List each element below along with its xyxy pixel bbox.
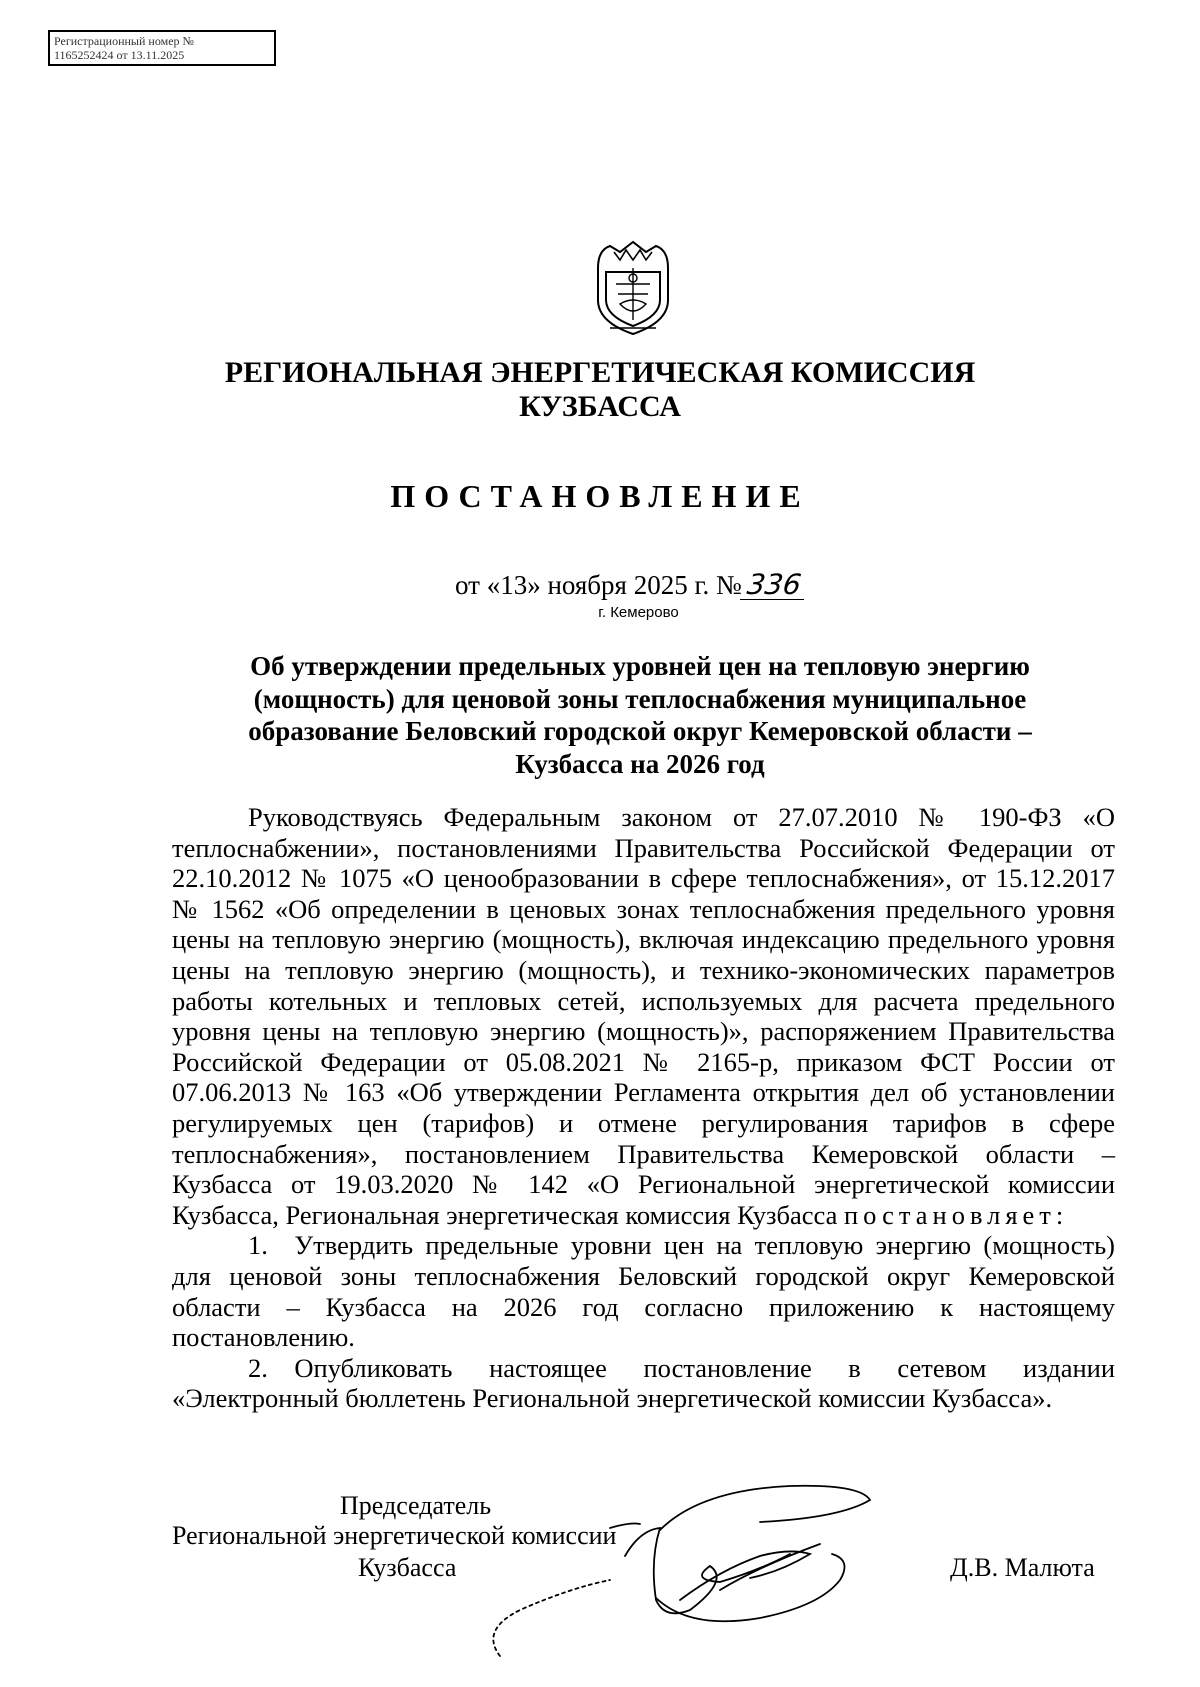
org-name-line2: КУЗБАССА: [519, 390, 681, 423]
signatory-name: Д.В. Малюта: [950, 1553, 1095, 1582]
coat-of-arms-icon: [590, 238, 676, 338]
city-label: г. Кемерово: [598, 604, 679, 621]
decree-word: постановляет:: [844, 1199, 1069, 1230]
item-2-paragraph: 2. Опубликовать настоящее постановление в сетевом издании «Электронный бюллетень Региональной энергетической комиссии Кузбасса».: [172, 1352, 1115, 1414]
signatory-title-line3: Кузбасса: [358, 1553, 457, 1582]
document-title: [200, 650, 1080, 780]
title-line: образование Беловский городской округ Кемеровской области –: [248, 716, 1032, 746]
title-line: (мощность) для ценовой зоны теплоснабжения муниципальное: [253, 683, 1027, 714]
org-name-line1: РЕГИОНАЛЬНАЯ ЭНЕРГЕТИЧЕСКАЯ КОМИССИЯ: [224, 356, 976, 389]
title-line: Кузбасса на 2026 год: [515, 748, 765, 779]
signatory-title-line2: Региональной энергетической комиссии: [172, 1521, 617, 1550]
date-text: от «13» ноября 2025 г. №: [455, 570, 742, 600]
registration-stamp-line1: Регистрационный номер №: [54, 34, 194, 48]
handwritten-signature: [460, 1470, 920, 1660]
preamble-paragraph: [172, 802, 1115, 1230]
document-type-heading: ПОСТАНОВЛЕНИЕ: [390, 478, 810, 514]
item-1-paragraph: 1. Утвердить предельные уровни цен на тепловую энергию (мощность) для ценовой зоны теплоснабжения Беловский городской округ Кемеровской области – Кузбасса на 2026 год согласно приложению к настоящему постановлению.: [172, 1230, 1115, 1353]
document-number: 336: [740, 571, 808, 600]
registration-stamp-line2: 1165252424 от 13.11.2025: [54, 48, 185, 62]
signatory-title-line1: Председатель: [340, 1491, 492, 1520]
title-line: Об утверждении предельных уровней цен на тепловую энергию: [250, 651, 1030, 681]
registration-stamp: [48, 30, 276, 66]
date-line: [455, 570, 806, 601]
preamble-text: Руководствуясь Федеральным законом от 27.07.2010 № 190-ФЗ «О теплоснабжении», постановлениями Правительства Российской Федерации от 22.10.2012 № 1075 «О ценообразовании в сфере теплоснабжения», от 15.12.2017 № 1562 «Об определении в ценовых зонах теплоснабжения предельного уровня цены на тепловую энергию (мощность), включая индексацию предельного уровня цены на тепловую энергию (мощность), и технико-экономических параметров работы котельных и тепловых сетей, используемых для расчета предельного уровня цены на тепловую энергию (мощность)», распоряжением Правительства Российской Федерации от 05.08.2021 № 2165-р, приказом ФСТ России от 07.06.2013 № 163 «Об утверждении Регламента открытия дел об установлении регулируемых цен (тарифов) и отмене регулирования тарифов в сфере теплоснабжения», постановлением Правительства Кемеровской области – Кузбасса от 19.03.2020 № 142 «О Региональной энергетической комиссии Кузбасса, Региональная энергетическая комиссия Кузбасса: [172, 802, 1115, 1230]
document-body: [172, 802, 1115, 1414]
